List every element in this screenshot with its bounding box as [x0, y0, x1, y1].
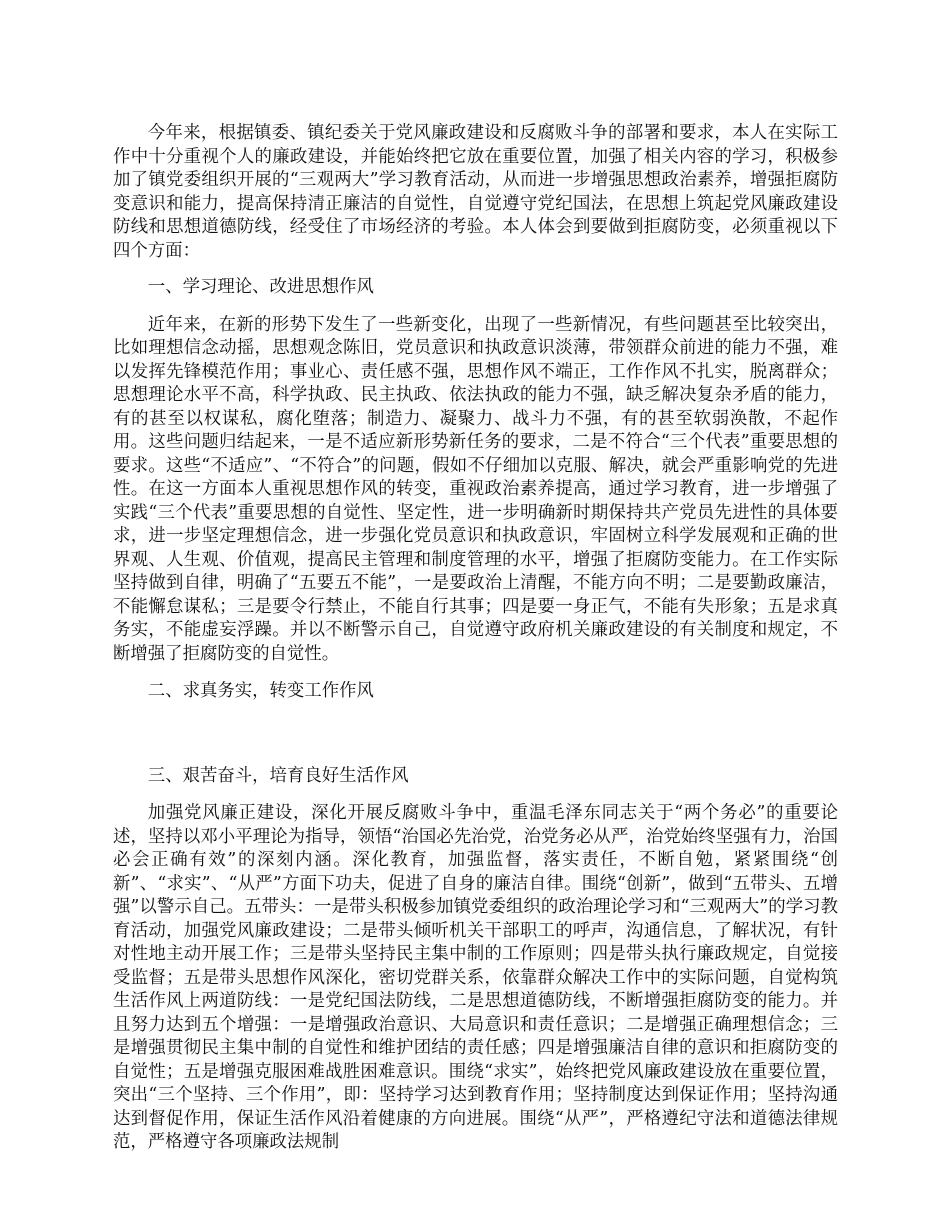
intro-paragraph: 今年来，根据镇委、镇纪委关于党风廉政建设和反腐败斗争的部署和要求，本人在实际工作中十分重视个人的廉政建设，并能始终把它放在重要位置，加强了相关内容的学习，积极参加了镇党委组织开展的“三观两大”学习教育活动，从而进一步增强思想政治素养，增强拒腐防变意识和能力，提高保持清正廉洁的自觉性，自觉遵守党纪国法，在思想上筑起党风廉政建设防线和思想道德防线，经受住了市场经济的考验。本人体会到要做到拒腐防变，必须重视以下四个方面：	[113, 123, 838, 261]
section-3-heading: 三、艰苦奋斗，培育良好生活作风	[147, 765, 409, 786]
document-page	[113, 122, 838, 1155]
section-1-paragraph: 近年来，在新的形势下发生了一些新变化，出现了一些新情况，有些问题甚至比较突出，比如理想信念动摇，思想观念陈旧，党员意识和执政意识淡薄，带领群众前进的能力不强，难以发挥先锋模范作用；事业心、责任感不强，思想作风不端正，工作作风不扎实，脱离群众；思想理论水平不高，科学执政、民主执政、依法执政的能力不强，缺乏解决复杂矛盾的能力，有的甚至以权谋私，腐化堕落；制造力、凝聚力、战斗力不强，有的甚至软弱涣散，不起作用。这些问题归结起来，一是不适应新形势新任务的要求，二是不符合“三个代表”重要思想的要求。这些“不适应”、“不符合”的问题，假如不仔细加以克服、解决，就会严重影响党的先进性。在这一方面本人重视思想作风的转变，重视政治素养提高，通过学习教育，进一步增强了实践“三个代表”重要思想的自觉性、坚定性，进一步明确新时期保持共产党员先进性的具体要求，进一步坚定理想信念，进一步强化党员意识和执政意识，牢固树立科学发展观和正确的世界观、人生观、价值观，提高民主管理和制度管理的水平，增强了拒腐防变能力。在工作实际坚持做到自律，明确了“五要五不能”，一是要政治上清醒，不能方向不明；二是要勤政廉洁，不能懈怠谋私；三是要令行禁止，不能自行其事；四是要一身正气，不能有失形象；五是求真务实，不能虚妄浮躁。并以不断警示自己，自觉遵守政府机关廉政建设的有关制度和规定，不断增强了拒腐防变的自觉性。	[113, 314, 838, 664]
spacer	[113, 788, 838, 802]
section-3-paragraph: 加强党风廉正建设，深化开展反腐败斗争中，重温毛泽东同志关于“两个务必”的重要论述，坚持以邓小平理论为指导，领悟“治国必先治党，治党务必从严，治党始终坚强有力，治国必会正确有效”的深刻内涵。深化教育，加强监督，落实责任，不断自勉，紧紧围绕“创新”、“求实”、“从严”方面下功夫，促进了自身的廉洁自律。围绕“创新”，做到“五带头、五增强”以警示自己。五带头：一是带头积极参加镇党委组织的政治理论学习和“三观两大”的学习教育活动，加强党风廉政建设；二是带头倾听机关干部职工的呼声，沟通信息，了解状况，有针对性地主动开展工作；三是带头坚持民主集中制的工作原则；四是带头执行廉政规定，自觉接受监督；五是带头思想作风深化，密切党群关系，依靠群众解决工作中的实际问题，自觉构筑生活作风上两道防线：一是党纪国法防线，二是思想道德防线，不断增强拒腐防变的能力。并且努力达到五个增强：一是增强政治意识、大局意识和责任意识；二是增强正确理想信念；三是增强贯彻民主集中制的自觉性和维护团结的责任感；四是增强廉洁自律的意识和拒腐防变的自觉性；五是增强克服困难战胜困难意识。围绕“求实”，始终把党风廉政建设放在重要位置，突出“三个坚持、三个作用”，即：坚持学习达到教育作用；坚持制度达到保证作用；坚持沟通达到督促作用，保证生活作风沿着健康的方向进展。围绕“从严”，严格遵纪守法和道德法律规范，严格遵守各项廉政法规制	[113, 803, 838, 1152]
spacer	[113, 300, 838, 314]
spacer	[113, 704, 838, 765]
section-1-heading: 一、学习理论、改进思想作风	[147, 277, 374, 297]
section-2-heading: 二、求真务实，转变工作作风	[147, 681, 374, 701]
spacer	[113, 666, 838, 680]
spacer	[113, 263, 838, 276]
